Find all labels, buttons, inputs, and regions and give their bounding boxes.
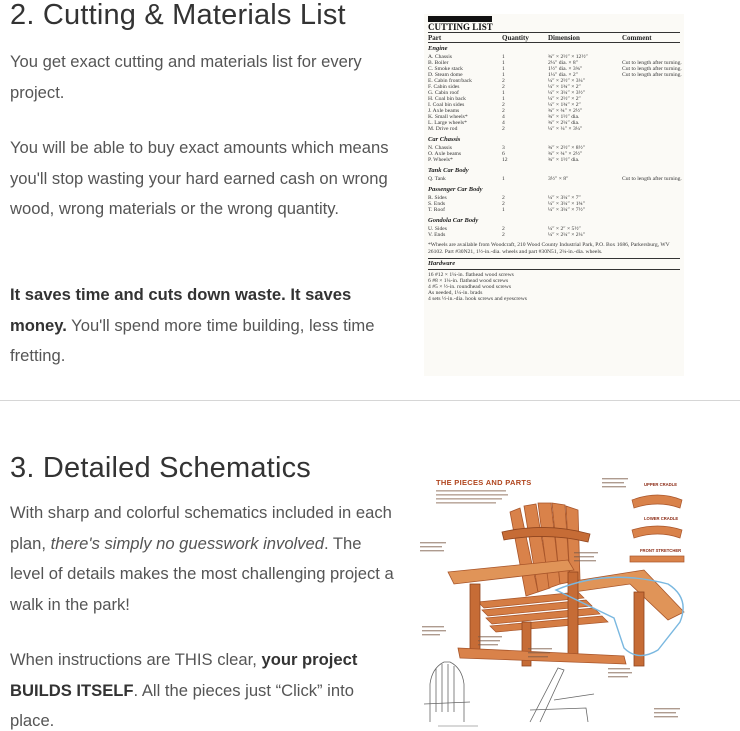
cell: ¼″ × 2¼″ × 2¼″ (548, 232, 586, 238)
cell: ¾″ × ¾″ × 2½″ (548, 108, 583, 114)
schematic-image (418, 472, 696, 731)
cell: J. Axle beams (428, 108, 460, 114)
cell: ¼″ × 3¼″ × 7½″ (548, 207, 586, 213)
cell: 1½″ dia. × 3¾″ (548, 66, 583, 72)
cell: ¼″ × 2½″ × 3¼″ (548, 78, 586, 84)
cell: L. Large wheels* (428, 120, 467, 126)
cell: Q. Tank (428, 176, 446, 182)
group-heading: Tank Car Body (428, 167, 469, 174)
cell: M. Drive rod (428, 126, 458, 132)
body-text: . All the pieces just “Click” into place. (10, 680, 354, 730)
cell: 12 (502, 157, 508, 163)
cell: ¼″ × 2″ × 5½″ (548, 226, 581, 232)
body-text: With sharp and colorful schematics included in each plan, (10, 503, 392, 553)
section-heading: 3. Detailed Schematics (10, 452, 311, 484)
body-text: . The level of details makes the most challenging project a walk in the park! (10, 533, 394, 614)
cell: 1 (502, 90, 505, 96)
cell: ¼″ × ¼″ × 3¼″ (548, 126, 583, 132)
group-heading: Passenger Car Body (428, 186, 483, 193)
cell: 1 (502, 72, 505, 78)
cell: 1 (502, 176, 505, 182)
cell: F. Cabin sides (428, 84, 460, 90)
cell: K. Small wheels* (428, 114, 468, 120)
cell: ¾″ × 2½″ × 8½″ (548, 145, 586, 151)
seat-slats (478, 592, 608, 632)
cell: ¾″ × 2½″ × 12½″ (548, 54, 588, 60)
section-paragraph: You get exact cutting and materials list for every project. (10, 52, 362, 102)
emphasis-text: It saves time and cuts down waste. It saves money. (10, 285, 352, 335)
rule-line (428, 269, 680, 270)
hardware-item: 6 #8 × 1¼-in. flathead wood screws (428, 278, 509, 284)
cutting-list-row (428, 157, 680, 163)
cell: A. Chassis (428, 54, 452, 60)
cell: ¼″ × 2½″ × 2″ (548, 96, 581, 102)
inset-label: LOWER CRADLE (644, 516, 679, 521)
cell: N. Chassis (428, 145, 452, 151)
cutting-list-row (428, 232, 680, 238)
cell: 1 (502, 60, 505, 66)
hardware-item: 4 sets ½-in.-dia. hook screws and eyescrews (428, 296, 527, 302)
cutting-list-row (428, 126, 680, 132)
cell: 2 (502, 84, 505, 90)
rule-line (428, 42, 680, 43)
cell: I. Coal bin sides (428, 102, 465, 108)
cell: T. Roof (428, 207, 445, 213)
section-paragraph: You will be able to buy exact amounts which means you'll stop wasting your hard earned cash on wrong wood, wrong materials or the wrong quantity. (10, 138, 389, 218)
inset-label: FRONT STRETCHER (640, 548, 682, 553)
cell: ¼″ × 1¾″ × 2″ (548, 84, 581, 90)
cell: 4 (502, 114, 505, 120)
section-divider (0, 400, 740, 401)
column-header: Dimension (548, 34, 580, 42)
cell: P. Wheels* (428, 157, 453, 163)
cell: B. Boiler (428, 60, 449, 66)
cell: D. Steam dome (428, 72, 463, 78)
italic-text: there's simply no guesswork involved (50, 533, 324, 553)
cell: 3½″ × 8″ (548, 176, 569, 182)
cell: 2 (502, 126, 505, 132)
cell: 1¼″ dia. × 2″ (548, 72, 579, 78)
cell: 1 (502, 207, 505, 213)
cell: 1 (502, 54, 505, 60)
cell: ¼″ × 3¼″ × 3½″ (548, 90, 586, 96)
cell: 3 (502, 145, 505, 151)
section-paragraph (10, 280, 395, 372)
cell: ¾″ × 1½″ dia. (548, 157, 580, 163)
body-text: You'll spend more time building, less time fretting. (10, 315, 375, 365)
cell: U. Sides (428, 226, 447, 232)
column-header: Comment (622, 34, 652, 42)
cell: 2 (502, 201, 505, 207)
cutting-list-title: CUTTING LIST (428, 22, 493, 32)
cell: Cut to length after turning. (622, 176, 682, 182)
hardware-item: 4 #5 × ½-in. roundhead wood screws (428, 284, 512, 290)
cell: 2 (502, 102, 505, 108)
cell: O. Axle beams (428, 151, 462, 157)
cell: Cut to length after turning. (622, 72, 682, 78)
column-header: Quantity (502, 34, 529, 42)
cell: E. Cabin front/back (428, 78, 472, 84)
cell: ¾″ × 1½″ dia. (548, 114, 580, 120)
elevation-views (424, 662, 594, 726)
cell: 4 (502, 120, 505, 126)
group-heading: Gondola Car Body (428, 217, 479, 224)
cell: ¼″ × 3¼″ × 7″ (548, 195, 581, 201)
cutting-list-row (428, 207, 680, 213)
cell: 2 (502, 78, 505, 84)
body-text: When instructions are THIS clear, (10, 650, 262, 669)
cell: 2 (502, 226, 505, 232)
hardware-heading: Hardware (428, 260, 456, 267)
cell: 6 (502, 151, 505, 157)
cell: ¼″ × 1¾″ × 2″ (548, 102, 581, 108)
cell: 2 (502, 108, 505, 114)
cell: H. Coal bin back (428, 96, 466, 102)
cell: C. Smoke stack (428, 66, 463, 72)
section-paragraph (10, 498, 395, 620)
hardware-item: As needed, 1¼-in. brads (428, 290, 483, 296)
cell: ¾″ × 2¼″ dia. (548, 120, 580, 126)
rule-line (428, 32, 680, 33)
cell: ¾″ × ¾″ × 2½″ (548, 151, 583, 157)
cell: Cut to length after turning. (622, 60, 682, 66)
hardware-item: 16 #12 × 1¼-in. flathead wood screws (428, 272, 514, 278)
group-heading: Car Chassis (428, 136, 461, 143)
section-heading: 2. Cutting & Materials List (10, 0, 346, 31)
cell: 1 (502, 96, 505, 102)
column-header: Part (428, 34, 442, 42)
adirondack-chair-drawing (418, 472, 696, 731)
cell: 2¼″ dia. × 8″ (548, 60, 579, 66)
cell: 2 (502, 232, 505, 238)
section-paragraph (10, 645, 395, 731)
schematic-title: THE PIECES AND PARTS (436, 478, 532, 487)
cell: ¼″ × 3¼″ × 1¾″ (548, 201, 586, 207)
cutting-list-row (428, 176, 680, 182)
cell: S. Ends (428, 201, 446, 207)
cell: 2 (502, 195, 505, 201)
emphasis-text: your project BUILDS ITSELF (10, 650, 358, 700)
cell: R. Sides (428, 195, 447, 201)
footnote: *Wheels are available from Woodcraft, 210 Wood County Industrial Park, P.O. Box 1686, Parkersburg, WV 26102. Part #30N21, 1½-in.-dia. wheels and part #30N51, 2¼-in.-dia. wheels. (428, 242, 670, 255)
cutting-list-image (424, 14, 684, 376)
cell: G. Cabin roof (428, 90, 459, 96)
cell: 1 (502, 66, 505, 72)
cell: Cut to length after turning. (622, 66, 682, 72)
inset-label: UPPER CRADLE (644, 482, 678, 487)
cell: V. Ends (428, 232, 446, 238)
group-heading: Engine (428, 45, 448, 52)
rule-line (428, 258, 680, 259)
